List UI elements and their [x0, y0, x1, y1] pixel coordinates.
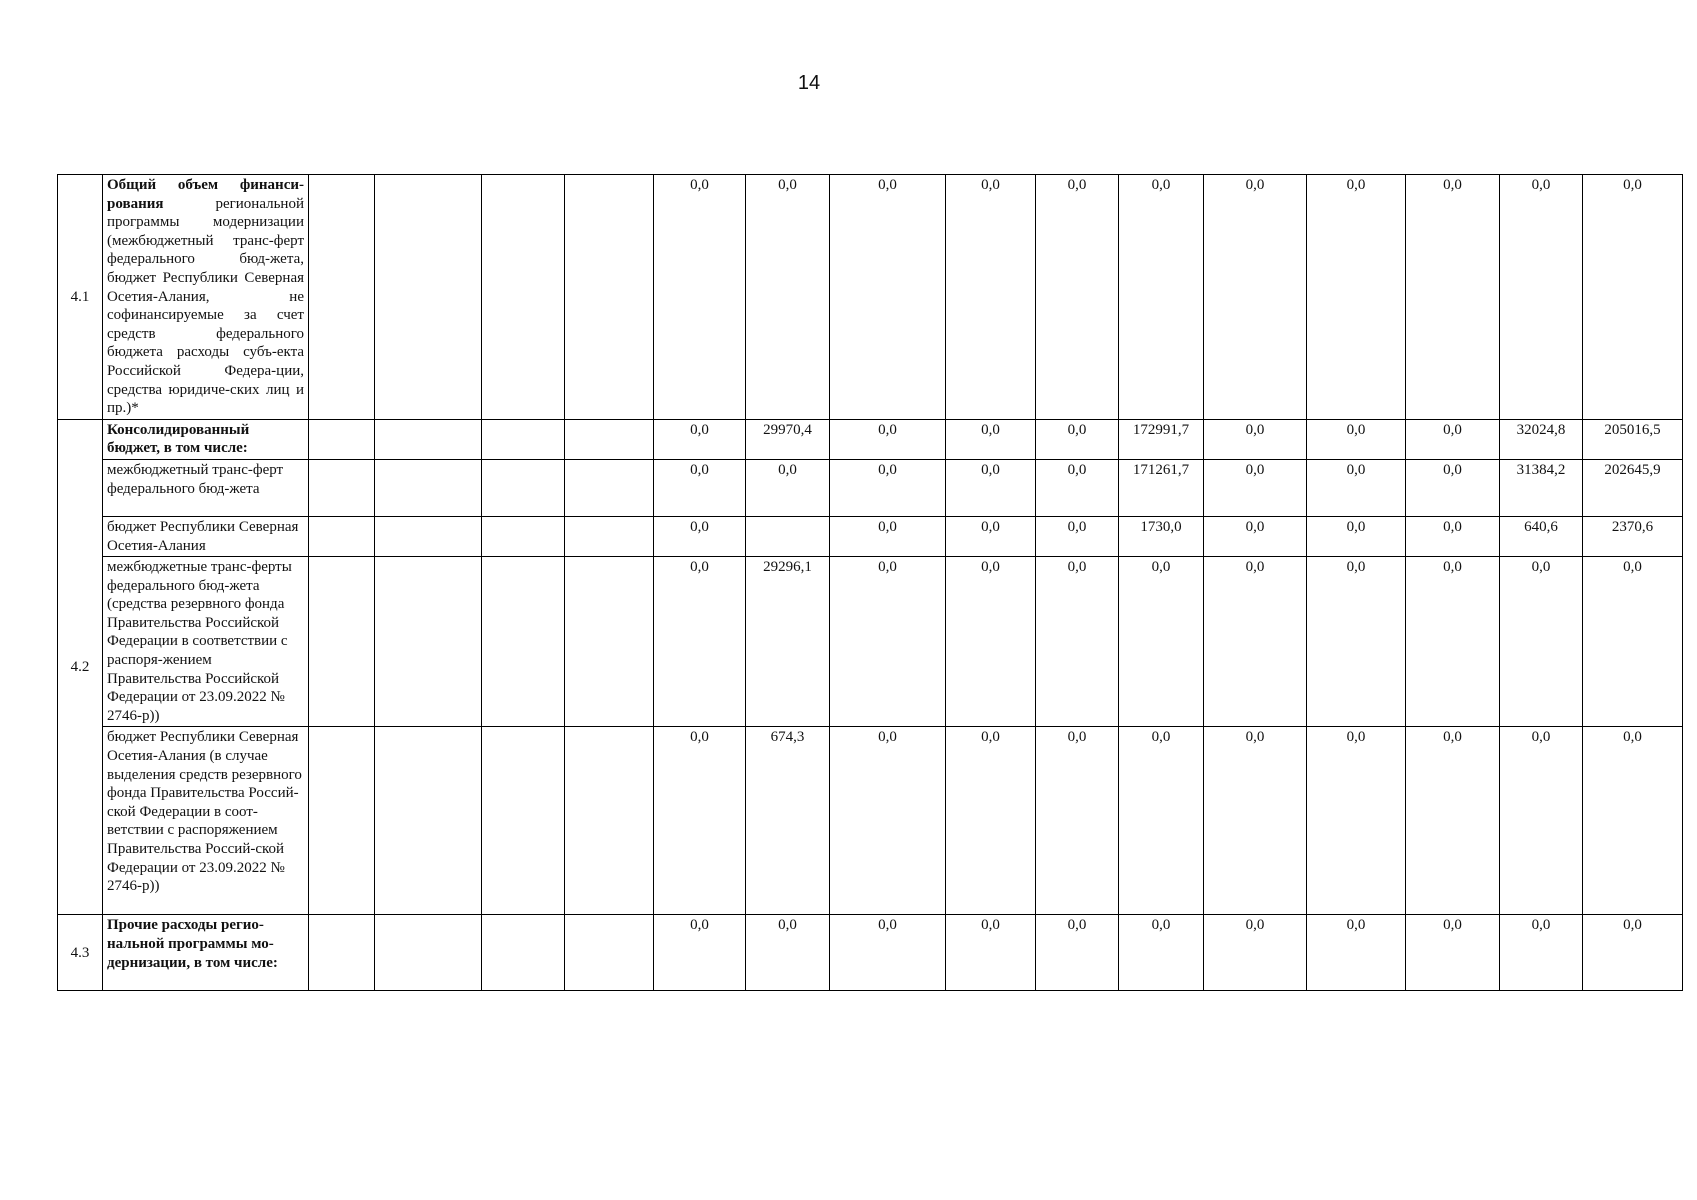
- value-cell: 0,0: [1406, 175, 1500, 420]
- row-label-cell: [103, 175, 309, 420]
- empty-cell: [565, 459, 654, 516]
- row-label-cell: [103, 516, 309, 556]
- value-cell: 0,0: [1036, 915, 1119, 991]
- value-cell: 0,0: [1500, 557, 1583, 727]
- value-cell: 0,0: [1204, 727, 1307, 915]
- value-cell: 0,0: [830, 419, 946, 459]
- value-cell: 0,0: [946, 419, 1036, 459]
- row-label-cell: [103, 419, 309, 459]
- value-cell: 0,0: [1307, 727, 1406, 915]
- value-cell: 0,0: [830, 459, 946, 516]
- value-cell: 0,0: [1204, 419, 1307, 459]
- empty-cell: [565, 516, 654, 556]
- value-cell: 0,0: [746, 459, 830, 516]
- value-cell: 0,0: [946, 175, 1036, 420]
- value-cell: 0,0: [654, 557, 746, 727]
- value-cell: 0,0: [1204, 516, 1307, 556]
- value-cell: 0,0: [1406, 915, 1500, 991]
- value-cell: 0,0: [1119, 557, 1204, 727]
- table-row: [58, 516, 1683, 556]
- table-row: [58, 557, 1683, 727]
- row-label: межбюджетный транс-ферт федерального бюд-жета: [107, 461, 284, 497]
- empty-cell: [309, 175, 375, 420]
- page-number: 14: [797, 72, 821, 94]
- value-cell: 32024,8: [1500, 419, 1583, 459]
- row-label-cell: [103, 727, 309, 915]
- value-cell: 202645,9: [1583, 459, 1683, 516]
- value-cell: 0,0: [1036, 419, 1119, 459]
- value-cell: 1730,0: [1119, 516, 1204, 556]
- value-cell: 0,0: [1307, 459, 1406, 516]
- empty-cell: [375, 459, 482, 516]
- empty-cell: [565, 557, 654, 727]
- empty-cell: [482, 727, 565, 915]
- value-cell: 0,0: [1036, 516, 1119, 556]
- value-cell: 0,0: [654, 727, 746, 915]
- empty-cell: [309, 516, 375, 556]
- value-cell: 0,0: [1583, 557, 1683, 727]
- row-label: бюджет Республики Северная Осетия-Алания: [107, 518, 299, 554]
- value-cell: 0,0: [1500, 915, 1583, 991]
- value-cell: 0,0: [1204, 557, 1307, 727]
- table-row: [58, 175, 1683, 420]
- value-cell: 0,0: [654, 175, 746, 420]
- value-cell: 0,0: [830, 727, 946, 915]
- empty-cell: [565, 727, 654, 915]
- empty-cell: [375, 557, 482, 727]
- empty-cell: [482, 915, 565, 991]
- empty-cell: [309, 419, 375, 459]
- value-cell: [746, 516, 830, 556]
- value-cell: 172991,7: [1119, 419, 1204, 459]
- empty-cell: [482, 419, 565, 459]
- value-cell: 0,0: [1204, 915, 1307, 991]
- table-row: [58, 915, 1683, 991]
- value-cell: 0,0: [1406, 516, 1500, 556]
- value-cell: 0,0: [1406, 727, 1500, 915]
- row-label-rest: региональной программы модернизации (межбюджетный транс-ферт федерального бюд-жета, бюджет Республики Северная Осетия-Алания, не софинансируемые за счет средств федерального бюджета расходы субъ-екта Российской Федера-ции, средства юридиче-ских лиц и пр.)*: [107, 195, 304, 417]
- empty-cell: [565, 419, 654, 459]
- value-cell: 0,0: [1204, 459, 1307, 516]
- empty-cell: [482, 175, 565, 420]
- value-cell: 2370,6: [1583, 516, 1683, 556]
- value-cell: 0,0: [654, 516, 746, 556]
- row-label: межбюджетные транс-ферты федерального бюд-жета (средства резервного фонда Правительства Российской Федерации в соответствии с распоря-жением Правительства Российской Федерации от 23.09.2022 № 2746-р)): [107, 559, 292, 724]
- empty-cell: [309, 915, 375, 991]
- value-cell: 0,0: [746, 175, 830, 420]
- value-cell: 0,0: [654, 459, 746, 516]
- value-cell: 0,0: [746, 915, 830, 991]
- row-label-cell: [103, 915, 309, 991]
- row-number-cell: 4.1: [58, 175, 103, 420]
- empty-cell: [309, 727, 375, 915]
- value-cell: 29296,1: [746, 557, 830, 727]
- table-row: [58, 459, 1683, 516]
- empty-cell: [565, 915, 654, 991]
- row-label-cell: [103, 459, 309, 516]
- value-cell: 0,0: [1307, 419, 1406, 459]
- empty-cell: [375, 419, 482, 459]
- empty-cell: [375, 915, 482, 991]
- value-cell: 0,0: [1307, 175, 1406, 420]
- value-cell: 0,0: [1500, 727, 1583, 915]
- empty-cell: [482, 516, 565, 556]
- empty-cell: [482, 557, 565, 727]
- empty-cell: [565, 175, 654, 420]
- value-cell: 0,0: [1119, 727, 1204, 915]
- empty-cell: [309, 557, 375, 727]
- value-cell: 0,0: [946, 727, 1036, 915]
- table-row: [58, 727, 1683, 915]
- value-cell: 0,0: [830, 915, 946, 991]
- value-cell: 640,6: [1500, 516, 1583, 556]
- value-cell: 0,0: [830, 557, 946, 727]
- value-cell: 0,0: [654, 915, 746, 991]
- row-label: Общий объем финанси-рования: [107, 177, 304, 212]
- table-row: [58, 419, 1683, 459]
- value-cell: 0,0: [1307, 557, 1406, 727]
- value-cell: 0,0: [946, 459, 1036, 516]
- empty-cell: [309, 459, 375, 516]
- empty-cell: [375, 727, 482, 915]
- value-cell: 0,0: [1307, 516, 1406, 556]
- value-cell: 0,0: [946, 516, 1036, 556]
- value-cell: 0,0: [1500, 175, 1583, 420]
- value-cell: 0,0: [946, 557, 1036, 727]
- value-cell: 0,0: [946, 915, 1036, 991]
- value-cell: 0,0: [1583, 727, 1683, 915]
- value-cell: 674,3: [746, 727, 830, 915]
- value-cell: 0,0: [1406, 419, 1500, 459]
- row-label: бюджет Республики Северная Осетия-Алания (в случае выделения средств резервного фонда Правительства Россий-ской Федерации в соот-ветствии с распоряжением Правительства Россий-ской Федерации от 23.09.2022 № 2746-р)): [107, 729, 302, 895]
- row-label: Прочие расходы регио-нальной программы мо-дернизации, в том числе:: [107, 917, 278, 971]
- value-cell: 0,0: [1204, 175, 1307, 420]
- row-label-cell: [103, 557, 309, 727]
- empty-cell: [375, 175, 482, 420]
- value-cell: 0,0: [1036, 175, 1119, 420]
- value-cell: 0,0: [654, 419, 746, 459]
- row-label: Консолидированный бюджет, в том числе:: [107, 421, 250, 457]
- empty-cell: [482, 459, 565, 516]
- value-cell: 0,0: [1307, 915, 1406, 991]
- value-cell: 29970,4: [746, 419, 830, 459]
- value-cell: 0,0: [1406, 459, 1500, 516]
- value-cell: 205016,5: [1583, 419, 1683, 459]
- value-cell: 171261,7: [1119, 459, 1204, 516]
- value-cell: 0,0: [1119, 175, 1204, 420]
- value-cell: 0,0: [830, 516, 946, 556]
- value-cell: 0,0: [1036, 727, 1119, 915]
- value-cell: 31384,2: [1500, 459, 1583, 516]
- value-cell: 0,0: [1036, 557, 1119, 727]
- empty-cell: [375, 516, 482, 556]
- value-cell: 0,0: [1583, 175, 1683, 420]
- row-number-cell: 4.2: [58, 419, 103, 915]
- value-cell: 0,0: [1036, 459, 1119, 516]
- value-cell: 0,0: [1406, 557, 1500, 727]
- value-cell: 0,0: [1119, 915, 1204, 991]
- financing-table: [57, 174, 1683, 991]
- row-number-cell: 4.3: [58, 915, 103, 991]
- value-cell: 0,0: [830, 175, 946, 420]
- value-cell: 0,0: [1583, 915, 1683, 991]
